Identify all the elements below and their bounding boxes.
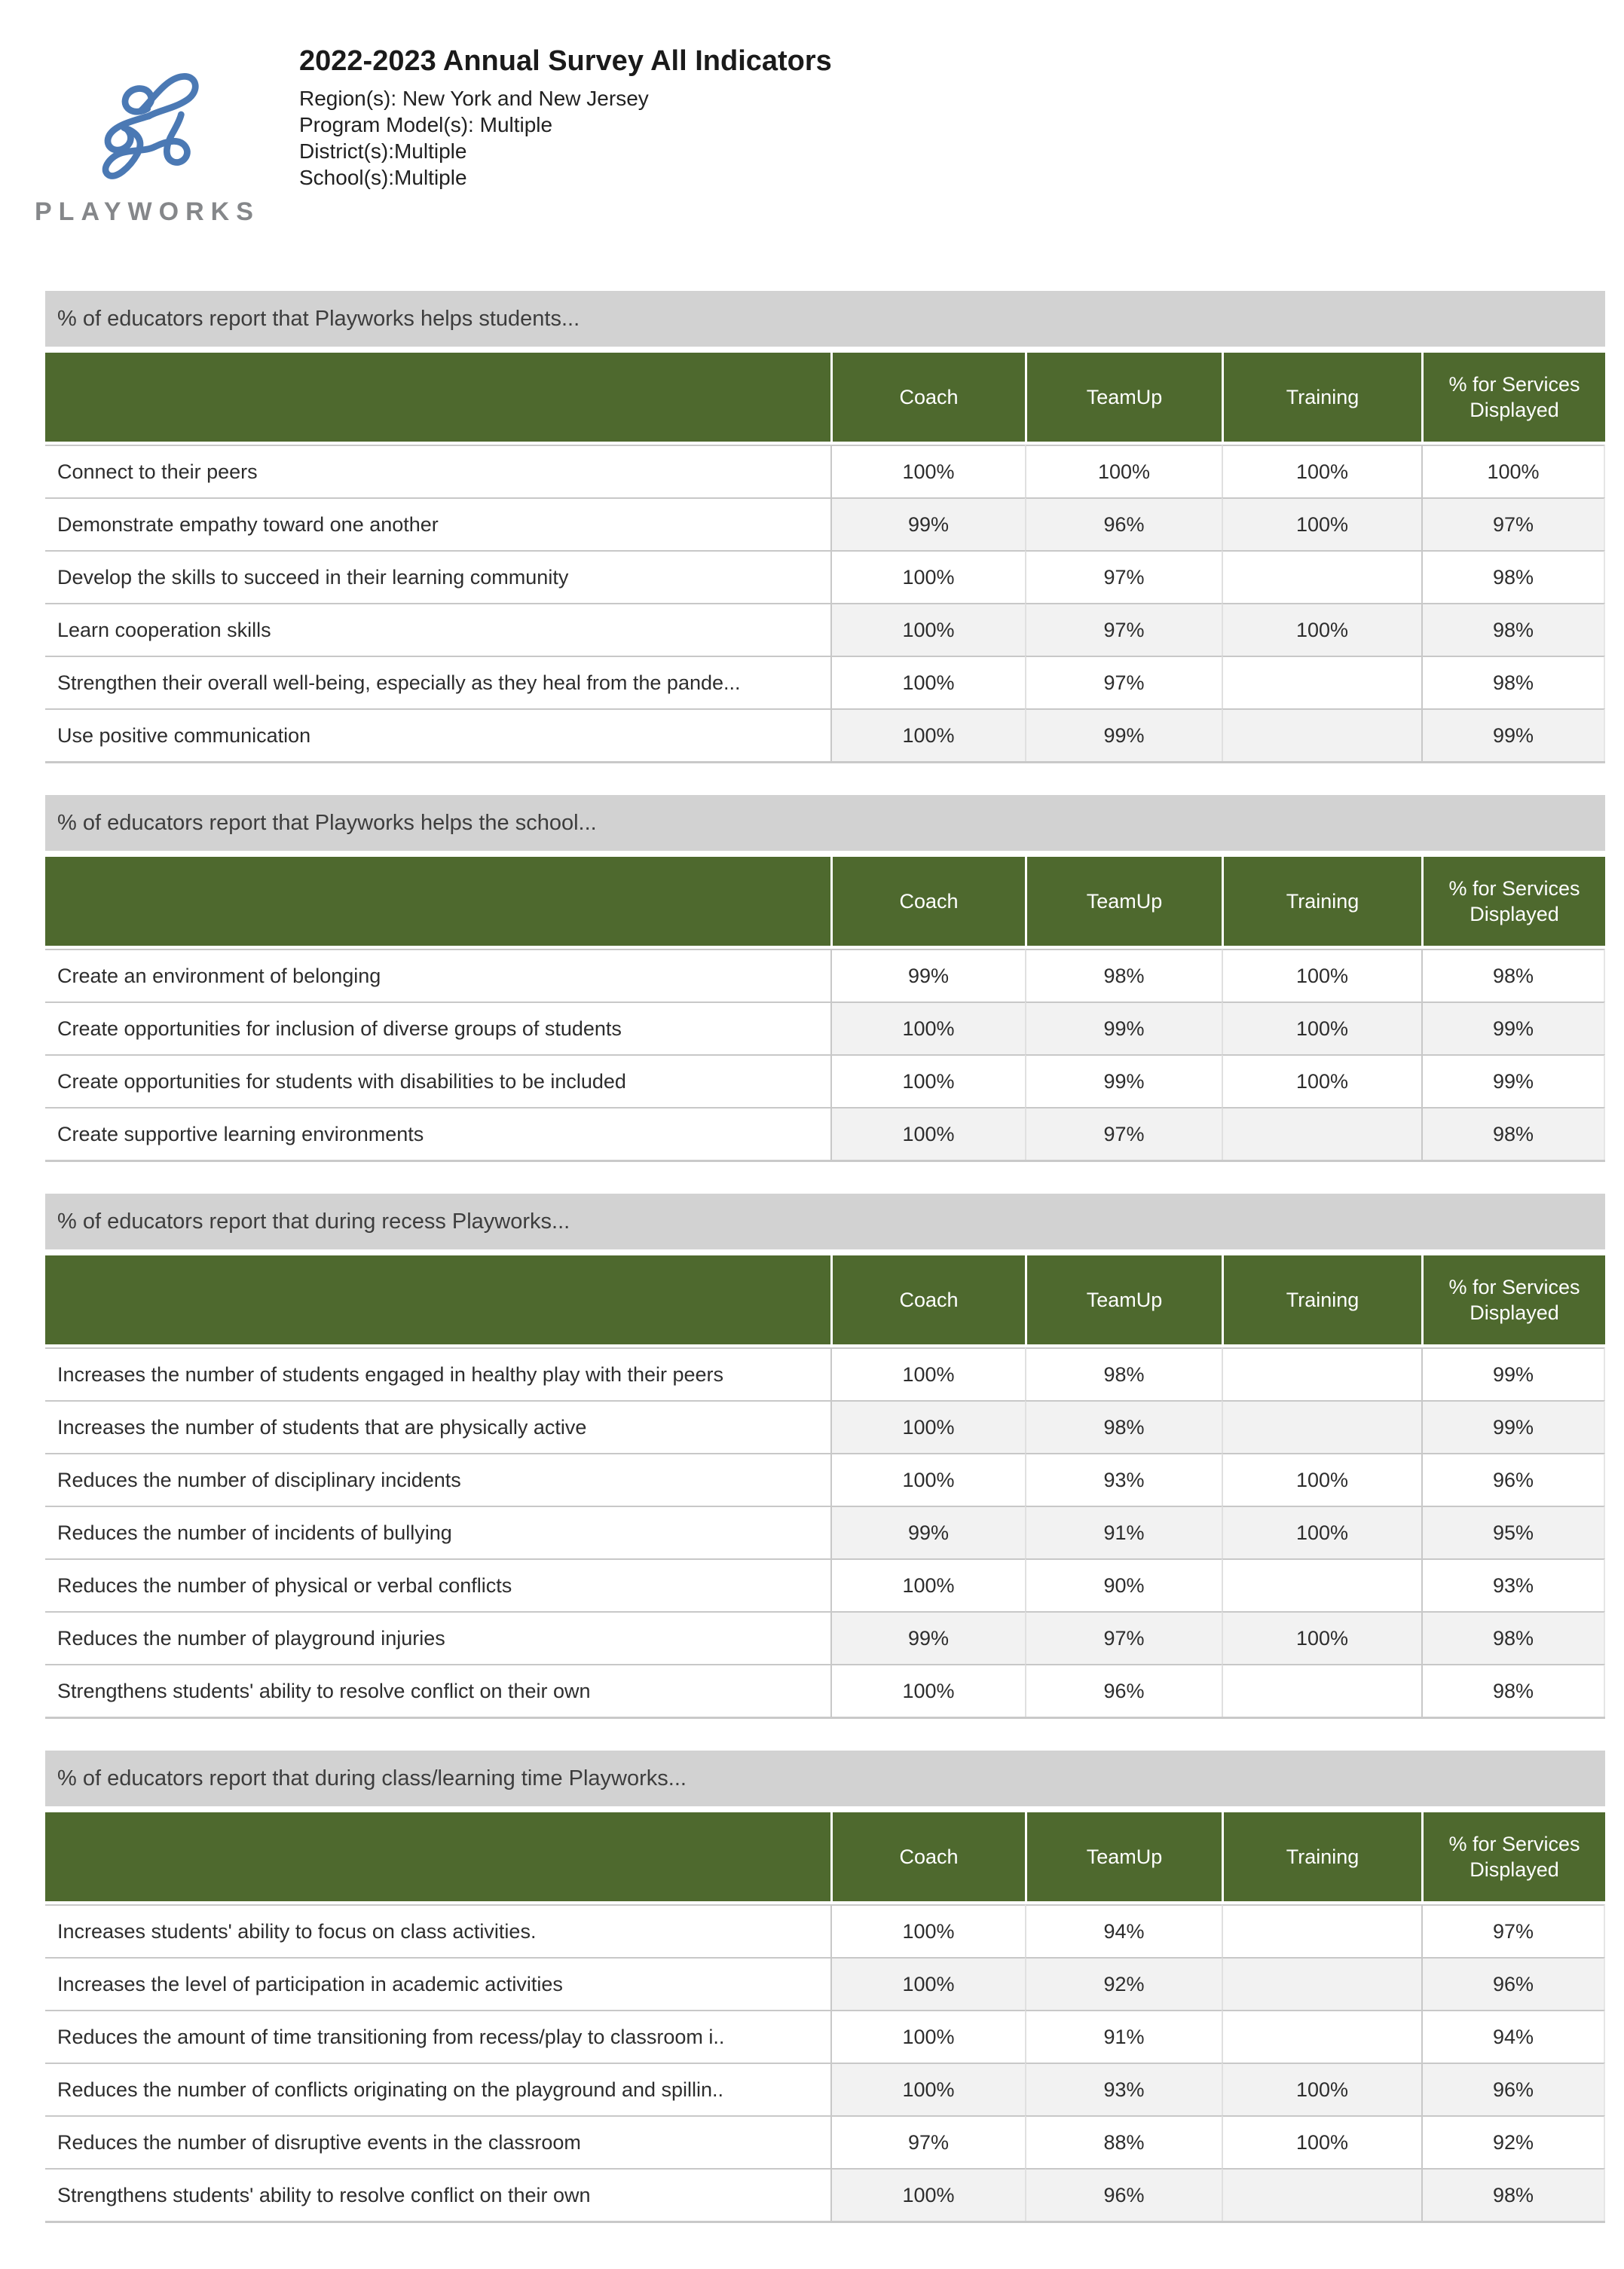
section-title-bar bbox=[45, 291, 1605, 347]
value-cell: 100% bbox=[830, 2168, 1025, 2221]
row-label: Strengthen their overall well-being, especially as they heal from the pande... bbox=[45, 656, 830, 708]
value-cell: 96% bbox=[1025, 2168, 1222, 2221]
column-header: Coach bbox=[830, 1812, 1025, 1904]
row-label: Create supportive learning environments bbox=[45, 1107, 830, 1160]
value-cell: 100% bbox=[830, 445, 1025, 497]
row-label: Reduces the number of disciplinary incidents bbox=[45, 1453, 830, 1506]
value-cell: 100% bbox=[1222, 603, 1421, 656]
value-cell: 100% bbox=[1222, 1001, 1421, 1054]
column-header: Training bbox=[1222, 1812, 1421, 1904]
value-cell: 98% bbox=[1025, 1400, 1222, 1453]
value-cell: 99% bbox=[830, 497, 1025, 550]
value-cell: 100% bbox=[1222, 1054, 1421, 1107]
value-cell: 100% bbox=[1222, 2115, 1421, 2168]
value-cell bbox=[1222, 1347, 1421, 1400]
column-header: Training bbox=[1222, 1255, 1421, 1347]
survey-section bbox=[0, 795, 1624, 1162]
meta-region: Region(s): New York and New Jersey bbox=[299, 87, 649, 110]
value-cell: 99% bbox=[1025, 1054, 1222, 1107]
value-cell: 100% bbox=[1222, 2063, 1421, 2115]
row-label: Increases the level of participation in academic activities bbox=[45, 1957, 830, 2010]
value-cell: 100% bbox=[830, 708, 1025, 761]
value-cell: 90% bbox=[1025, 1558, 1222, 1611]
section-title: % of educators report that during recess Playworks... bbox=[57, 1209, 570, 1234]
value-cell: 100% bbox=[830, 1054, 1025, 1107]
column-header: TeamUp bbox=[1025, 1255, 1222, 1347]
row-label: Reduces the number of conflicts originating on the playground and spillin.. bbox=[45, 2063, 830, 2115]
row-label: Demonstrate empathy toward one another bbox=[45, 497, 830, 550]
value-cell: 100% bbox=[830, 1558, 1025, 1611]
value-cell bbox=[1222, 1558, 1421, 1611]
value-cell: 100% bbox=[830, 550, 1025, 603]
row-label: Reduces the number of physical or verbal conflicts bbox=[45, 1558, 830, 1611]
value-cell: 96% bbox=[1421, 1453, 1605, 1506]
column-header: Coach bbox=[830, 353, 1025, 445]
value-cell: 97% bbox=[1421, 1904, 1605, 1957]
value-cell: 100% bbox=[830, 1347, 1025, 1400]
value-cell: 100% bbox=[1222, 1611, 1421, 1664]
column-header: TeamUp bbox=[1025, 857, 1222, 949]
value-cell: 100% bbox=[1222, 949, 1421, 1001]
value-cell: 99% bbox=[1421, 1347, 1605, 1400]
value-cell: 94% bbox=[1421, 2010, 1605, 2063]
value-cell: 99% bbox=[830, 1611, 1025, 1664]
row-label: Use positive communication bbox=[45, 708, 830, 761]
value-cell: 94% bbox=[1025, 1904, 1222, 1957]
value-cell: 100% bbox=[1421, 445, 1605, 497]
survey-table bbox=[45, 1255, 1605, 1719]
survey-table bbox=[45, 1812, 1605, 2223]
value-cell bbox=[1222, 1664, 1421, 1717]
value-cell: 99% bbox=[1025, 708, 1222, 761]
value-cell bbox=[1222, 1107, 1421, 1160]
value-cell: 91% bbox=[1025, 1506, 1222, 1558]
column-header: TeamUp bbox=[1025, 1812, 1222, 1904]
row-label: Strengthens students' ability to resolve conflict on their own bbox=[45, 1664, 830, 1717]
value-cell: 96% bbox=[1025, 497, 1222, 550]
value-cell: 98% bbox=[1421, 1664, 1605, 1717]
value-cell: 88% bbox=[1025, 2115, 1222, 2168]
row-label: Strengthens students' ability to resolve conflict on their own bbox=[45, 2168, 830, 2221]
value-cell: 99% bbox=[830, 1506, 1025, 1558]
value-cell: 93% bbox=[1025, 2063, 1222, 2115]
value-cell: 93% bbox=[1421, 1558, 1605, 1611]
value-cell: 100% bbox=[830, 1107, 1025, 1160]
column-header: % for Services Displayed bbox=[1421, 1812, 1605, 1904]
row-label: Develop the skills to succeed in their learning community bbox=[45, 550, 830, 603]
value-cell: 99% bbox=[1421, 1400, 1605, 1453]
row-label: Connect to their peers bbox=[45, 445, 830, 497]
report-header bbox=[0, 0, 1624, 291]
survey-table bbox=[45, 353, 1605, 763]
value-cell bbox=[1222, 656, 1421, 708]
survey-table bbox=[45, 857, 1605, 1162]
section-title: % of educators report that Playworks helps students... bbox=[57, 306, 580, 331]
value-cell: 97% bbox=[1025, 1107, 1222, 1160]
value-cell: 91% bbox=[1025, 2010, 1222, 2063]
row-label: Reduces the amount of time transitioning from recess/play to classroom i.. bbox=[45, 2010, 830, 2063]
value-cell: 100% bbox=[830, 656, 1025, 708]
row-label: Reduces the number of incidents of bullying bbox=[45, 1506, 830, 1558]
meta-program-model: Program Model(s): Multiple bbox=[299, 113, 553, 136]
survey-section bbox=[0, 291, 1624, 763]
value-cell: 100% bbox=[1222, 445, 1421, 497]
table-corner-cell bbox=[45, 353, 830, 445]
value-cell: 99% bbox=[1025, 1001, 1222, 1054]
value-cell: 100% bbox=[830, 1400, 1025, 1453]
row-label: Reduces the number of playground injuries bbox=[45, 1611, 830, 1664]
survey-section bbox=[0, 1751, 1624, 2223]
value-cell bbox=[1222, 708, 1421, 761]
column-header: Coach bbox=[830, 1255, 1025, 1347]
report-body bbox=[0, 291, 1624, 2223]
value-cell: 100% bbox=[830, 1664, 1025, 1717]
row-label: Reduces the number of disruptive events in the classroom bbox=[45, 2115, 830, 2168]
value-cell: 99% bbox=[1421, 1054, 1605, 1107]
value-cell: 97% bbox=[1025, 1611, 1222, 1664]
value-cell: 100% bbox=[830, 1453, 1025, 1506]
value-cell: 100% bbox=[1222, 1453, 1421, 1506]
value-cell: 100% bbox=[830, 1957, 1025, 2010]
value-cell bbox=[1222, 2168, 1421, 2221]
value-cell bbox=[1222, 1400, 1421, 1453]
value-cell: 97% bbox=[830, 2115, 1025, 2168]
value-cell: 98% bbox=[1421, 949, 1605, 1001]
value-cell: 98% bbox=[1421, 1107, 1605, 1160]
value-cell: 100% bbox=[830, 1001, 1025, 1054]
value-cell: 97% bbox=[1025, 656, 1222, 708]
value-cell: 98% bbox=[1025, 949, 1222, 1001]
row-label: Increases the number of students engaged in healthy play with their peers bbox=[45, 1347, 830, 1400]
value-cell bbox=[1222, 550, 1421, 603]
value-cell: 96% bbox=[1025, 1664, 1222, 1717]
value-cell: 97% bbox=[1025, 550, 1222, 603]
value-cell: 92% bbox=[1025, 1957, 1222, 2010]
playworks-squiggle-figure-icon bbox=[90, 62, 215, 194]
value-cell: 99% bbox=[1421, 708, 1605, 761]
value-cell: 100% bbox=[830, 2063, 1025, 2115]
row-label: Increases students' ability to focus on class activities. bbox=[45, 1904, 830, 1957]
section-title: % of educators report that during class/learning time Playworks... bbox=[57, 1766, 687, 1790]
value-cell: 100% bbox=[1025, 445, 1222, 497]
value-cell: 98% bbox=[1025, 1347, 1222, 1400]
table-corner-cell bbox=[45, 857, 830, 949]
column-header: % for Services Displayed bbox=[1421, 1255, 1605, 1347]
survey-section bbox=[0, 1194, 1624, 1719]
meta-district: District(s):Multiple bbox=[299, 139, 467, 163]
value-cell: 92% bbox=[1421, 2115, 1605, 2168]
section-title-bar bbox=[45, 1751, 1605, 1806]
value-cell: 100% bbox=[830, 603, 1025, 656]
value-cell: 99% bbox=[830, 949, 1025, 1001]
value-cell: 98% bbox=[1421, 603, 1605, 656]
section-title: % of educators report that Playworks helps the school... bbox=[57, 810, 597, 835]
title-block bbox=[299, 45, 832, 191]
row-label: Create opportunities for students with disabilities to be included bbox=[45, 1054, 830, 1107]
row-label: Learn cooperation skills bbox=[45, 603, 830, 656]
value-cell: 98% bbox=[1421, 1611, 1605, 1664]
playworks-wordmark: PLAYWORKS bbox=[35, 197, 260, 226]
value-cell: 100% bbox=[830, 2010, 1025, 2063]
value-cell: 100% bbox=[1222, 1506, 1421, 1558]
value-cell bbox=[1222, 2010, 1421, 2063]
column-header: % for Services Displayed bbox=[1421, 353, 1605, 445]
section-title-bar bbox=[45, 1194, 1605, 1249]
value-cell: 98% bbox=[1421, 2168, 1605, 2221]
section-title-bar bbox=[45, 795, 1605, 851]
value-cell: 97% bbox=[1025, 603, 1222, 656]
value-cell bbox=[1222, 1957, 1421, 2010]
table-corner-cell bbox=[45, 1812, 830, 1904]
value-cell: 100% bbox=[1222, 497, 1421, 550]
value-cell: 99% bbox=[1421, 1001, 1605, 1054]
value-cell: 93% bbox=[1025, 1453, 1222, 1506]
value-cell: 96% bbox=[1421, 2063, 1605, 2115]
value-cell: 100% bbox=[830, 1904, 1025, 1957]
page-title: 2022-2023 Annual Survey All Indicators bbox=[299, 45, 832, 77]
table-corner-cell bbox=[45, 1255, 830, 1347]
meta-school: School(s):Multiple bbox=[299, 166, 467, 189]
column-header: % for Services Displayed bbox=[1421, 857, 1605, 949]
row-label: Create opportunities for inclusion of diverse groups of students bbox=[45, 1001, 830, 1054]
row-label: Create an environment of belonging bbox=[45, 949, 830, 1001]
column-header: Training bbox=[1222, 857, 1421, 949]
column-header: Training bbox=[1222, 353, 1421, 445]
value-cell: 98% bbox=[1421, 550, 1605, 603]
value-cell: 97% bbox=[1421, 497, 1605, 550]
value-cell: 96% bbox=[1421, 1957, 1605, 2010]
value-cell: 95% bbox=[1421, 1506, 1605, 1558]
column-header: Coach bbox=[830, 857, 1025, 949]
column-header: TeamUp bbox=[1025, 353, 1222, 445]
value-cell bbox=[1222, 1904, 1421, 1957]
row-label: Increases the number of students that are physically active bbox=[45, 1400, 830, 1453]
value-cell: 98% bbox=[1421, 656, 1605, 708]
